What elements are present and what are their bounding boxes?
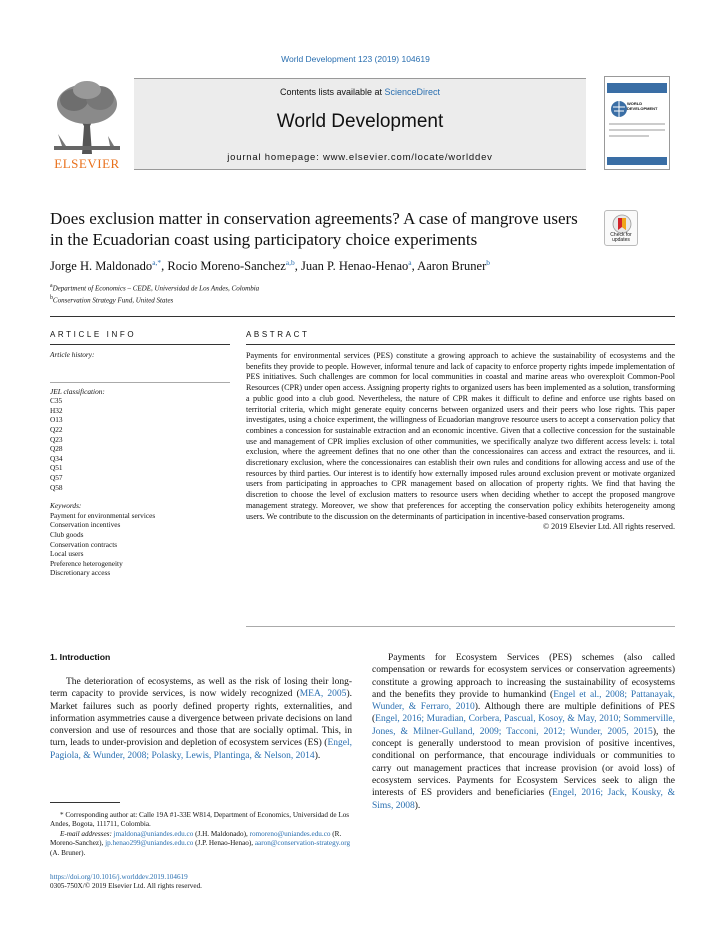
keyword: Payment for environmental services bbox=[50, 510, 156, 520]
email-link[interactable]: romoreno@uniandes.edu.co bbox=[249, 829, 331, 838]
text-run: Payments for Ecosystem Services (PES) schemes (also called compensation or rewards for ecosystem services or conservation agreements) constitute a growing approach to increasing the sustainability of ecosystems and the benefits they provide to humankind ( bbox=[372, 653, 675, 700]
article-title: Does exclusion matter in conservation agreements? A case of mangrove users in the Ecuadorian coast using participatory choice experiments bbox=[50, 209, 578, 249]
check-for-updates-badge[interactable] bbox=[604, 210, 638, 246]
keywords-label: Keywords: bbox=[50, 501, 82, 511]
citation-link[interactable]: Engel, Pagiola, & Wunder, 2008; Polasky, Lewis, Plantinga, & Nelson, 2014 bbox=[50, 738, 352, 761]
jel-code: Q57 bbox=[50, 472, 63, 482]
contents-prefix: Contents lists available at bbox=[279, 87, 385, 97]
contents-line bbox=[134, 87, 586, 97]
keyword: Preference heterogeneity bbox=[50, 558, 123, 568]
author-separator: , bbox=[161, 259, 168, 274]
jel-code: Q23 bbox=[50, 434, 63, 444]
affiliation-text: Department of Economics – CEDE, Universidad de Los Andes, Colombia bbox=[52, 284, 260, 293]
journal-reference[interactable]: World Development 123 (2019) 104619 bbox=[281, 54, 430, 64]
email-addresses bbox=[50, 830, 352, 858]
text-run: ). Although there are multiple definitions of PES ( bbox=[372, 702, 675, 725]
affiliation-text: Conservation Strategy Fund, United States bbox=[52, 296, 174, 305]
publisher-name: ELSEVIER bbox=[54, 156, 120, 171]
author-affil-sup[interactable]: a,b bbox=[285, 258, 295, 267]
journal-homepage[interactable]: journal homepage: www.elsevier.com/locate/worlddev bbox=[227, 152, 493, 163]
email-owner: (A. Bruner). bbox=[50, 848, 86, 857]
issn-copyright: 0305-750X/© 2019 Elsevier Ltd. All rights reserved. bbox=[50, 882, 202, 891]
doi-link[interactable]: https://doi.org/10.1016/j.worlddev.2019.104619 bbox=[50, 873, 188, 881]
spacer bbox=[50, 361, 230, 387]
jel-code: H32 bbox=[50, 405, 63, 415]
keyword: Discretionary access bbox=[50, 568, 111, 578]
keyword: Club goods bbox=[50, 529, 84, 539]
email-link[interactable]: jp.henao299@uniandes.edu.co bbox=[105, 839, 194, 848]
journal-masthead bbox=[48, 74, 675, 174]
keyword: Conservation incentives bbox=[50, 520, 121, 530]
email-link[interactable]: jmaldona@uniandes.edu.co bbox=[113, 829, 194, 838]
corresponding-author-note: * Corresponding author at: Calle 19A #1-33E W814, Department of Economics, Universidad de Los Andes, Bogota, 111711, Colombia. bbox=[50, 811, 350, 829]
email-owner: (J.P. Henao-Henao), bbox=[195, 839, 254, 848]
intro-paragraph-2 bbox=[372, 652, 675, 812]
jel-code: Q28 bbox=[50, 444, 63, 454]
masthead-box bbox=[134, 78, 586, 170]
elsevier-tree-logo bbox=[48, 76, 126, 170]
text-run: ). bbox=[314, 750, 321, 761]
footnote bbox=[50, 811, 352, 858]
author-affil-sup[interactable]: b bbox=[486, 258, 490, 267]
abstract-text: Payments for environmental services (PES) constitute a growing approach to achieve the sustainability of ecosystems and the benefits they provide to people. However, informal tenure and lack of capacity to enforce property rights impede implementation of PES initiatives. Such challenges are common for local communities in coastal and marine areas who overexploit Common-Pool Resources (CPR) under open access. Assigning property rights to organized users has been implemented as a solution, transforming a public good into a club good. Nevertheless, the nature of CPR makes it difficult to define and enforce use rights based on territorial criteria, which might generate equity concerns between organized users and their peers who lose rights. This paper investigates, using a choice experiment, the willingness of Ecuadorian mangrove resource users to accept a conservation policy that combines a concession for sustainable extraction and an economic incentive. Given that a collective concession for the sustainable use and management of CPR implies exclusion of other communities, we specifically analyze two different access levels: i. total exclusion, where the agreement defines that no one other than the concessionaires can access and extract the resources, and ii. discretionary exclusion, where the concessionaires can establish their own rules and conditions for allowing access and use of the resources by third parties. Our interest is to identify how externally imposed rules around exclusion prevent or motivate organized users from participating in approaches to CPR management based on allocation of property rights. We find that having the discretion to choose the level of exclusion matters to resource users when deciding whether to accept the proposed mangrove management strategy. Moreover, we show that preferences for accepting the conservation policy exhibits heterogeneity among users. We contribute to the discussion on the determinants of participation in incentive-based conservation programs. bbox=[246, 351, 675, 521]
affiliations bbox=[50, 281, 259, 306]
footnote-rule bbox=[50, 802, 120, 803]
citation-link[interactable]: Engel, 2016; Jack, Kousky, & Sims, 2008 bbox=[372, 788, 675, 811]
author-name[interactable]: Rocio Moreno-Sanchez bbox=[167, 259, 286, 274]
divider bbox=[50, 382, 230, 383]
cover-title: WORLD DEVELOPMENT bbox=[627, 101, 658, 111]
jel-label: JEL classification: bbox=[50, 386, 105, 396]
text-run: The deterioration of ecosystems, as well as the risk of losing their long-term capacity to provide services, is now widely recognized ( bbox=[50, 677, 352, 700]
jel-code: O13 bbox=[50, 415, 63, 425]
text-run: ). bbox=[414, 800, 421, 811]
jel-code: Q51 bbox=[50, 463, 63, 473]
section-heading: 1. Introduction bbox=[50, 652, 111, 662]
sciencedirect-link[interactable]: ScienceDirect bbox=[384, 87, 441, 97]
globe-icon bbox=[605, 77, 669, 169]
abstract-copyright: © 2019 Elsevier Ltd. All rights reserved. bbox=[542, 522, 675, 532]
abstract-heading: ABSTRACT bbox=[246, 330, 310, 339]
email-link[interactable]: aaron@conservation-strategy.org bbox=[254, 839, 351, 848]
affiliation-item bbox=[50, 293, 259, 305]
affiliation-item bbox=[50, 281, 259, 293]
keyword: Conservation contracts bbox=[50, 539, 118, 549]
abstract-body bbox=[246, 351, 675, 533]
spacer bbox=[50, 492, 230, 501]
author-affil-sup[interactable]: a bbox=[408, 258, 412, 267]
jel-code: C35 bbox=[50, 396, 63, 406]
tree-icon bbox=[48, 76, 126, 156]
author-list bbox=[50, 258, 490, 274]
jel-code: Q34 bbox=[50, 453, 63, 463]
email-label: E-mail addresses: bbox=[60, 829, 112, 838]
jel-code: Q58 bbox=[50, 482, 63, 492]
keyword: Local users bbox=[50, 549, 84, 559]
citation-link[interactable]: MEA, 2005 bbox=[299, 689, 347, 700]
article-info-heading: ARTICLE INFO bbox=[50, 330, 137, 339]
divider bbox=[50, 344, 230, 345]
email-owner: (R. Moreno-Sanchez), bbox=[50, 829, 342, 848]
author-separator: , bbox=[294, 259, 301, 274]
journal-title: World Development bbox=[276, 111, 444, 132]
email-owner: (J.H. Maldonado), bbox=[195, 829, 248, 838]
divider bbox=[50, 316, 675, 317]
history-label: Article history: bbox=[50, 350, 95, 359]
check-updates-label: Check for updates bbox=[610, 232, 632, 243]
author-name[interactable]: Juan P. Henao-Henao bbox=[301, 259, 409, 274]
divider bbox=[246, 626, 675, 627]
affiliation-sup: a bbox=[50, 283, 53, 289]
journal-cover-thumbnail[interactable] bbox=[604, 76, 670, 170]
citation-link[interactable]: Engel, 2016; Muradian, Corbera, Pascual, Kosoy, & May, 2010; Sommerville, Jones, & Milner-Gulland, 2009; Tacconi, 2012; Wunder, 2005, 2015 bbox=[372, 714, 675, 737]
text-run: ), the concept is generally understood to mean provision of positive incentives, conditional on performance, that encourage individuals or communities to carry out management practices that increase provision (or avoid loss) of ecosystem services. Payments for Ecosystem Services seek to align the interests of ES providers and beneficiaries ( bbox=[372, 726, 675, 799]
author-separator: , bbox=[411, 259, 418, 274]
intro-paragraph-1 bbox=[50, 676, 352, 762]
author-name[interactable]: Aaron Bruner bbox=[417, 259, 487, 274]
divider bbox=[246, 344, 675, 345]
citation-link[interactable]: Engel et al., 2008; Pattanayak, Wunder, & Ferraro, 2010 bbox=[372, 689, 675, 713]
text-run: ). Market failures such as poorly defined property rights, externalities, and information asymmetries cause a divergence between private decisions on land conversion and use of resources and those that are socially optimal. This, in turn, leads to under-provision and depletion of ecosystem services (ES) ( bbox=[50, 689, 352, 749]
author-affil-sup[interactable]: a,* bbox=[152, 258, 162, 267]
article-info-panel bbox=[50, 350, 230, 578]
affiliation-sup: b bbox=[50, 295, 53, 302]
doi-block bbox=[50, 873, 202, 892]
jel-code: Q22 bbox=[50, 424, 63, 434]
author-name[interactable]: Jorge H. Maldonado bbox=[50, 259, 153, 274]
